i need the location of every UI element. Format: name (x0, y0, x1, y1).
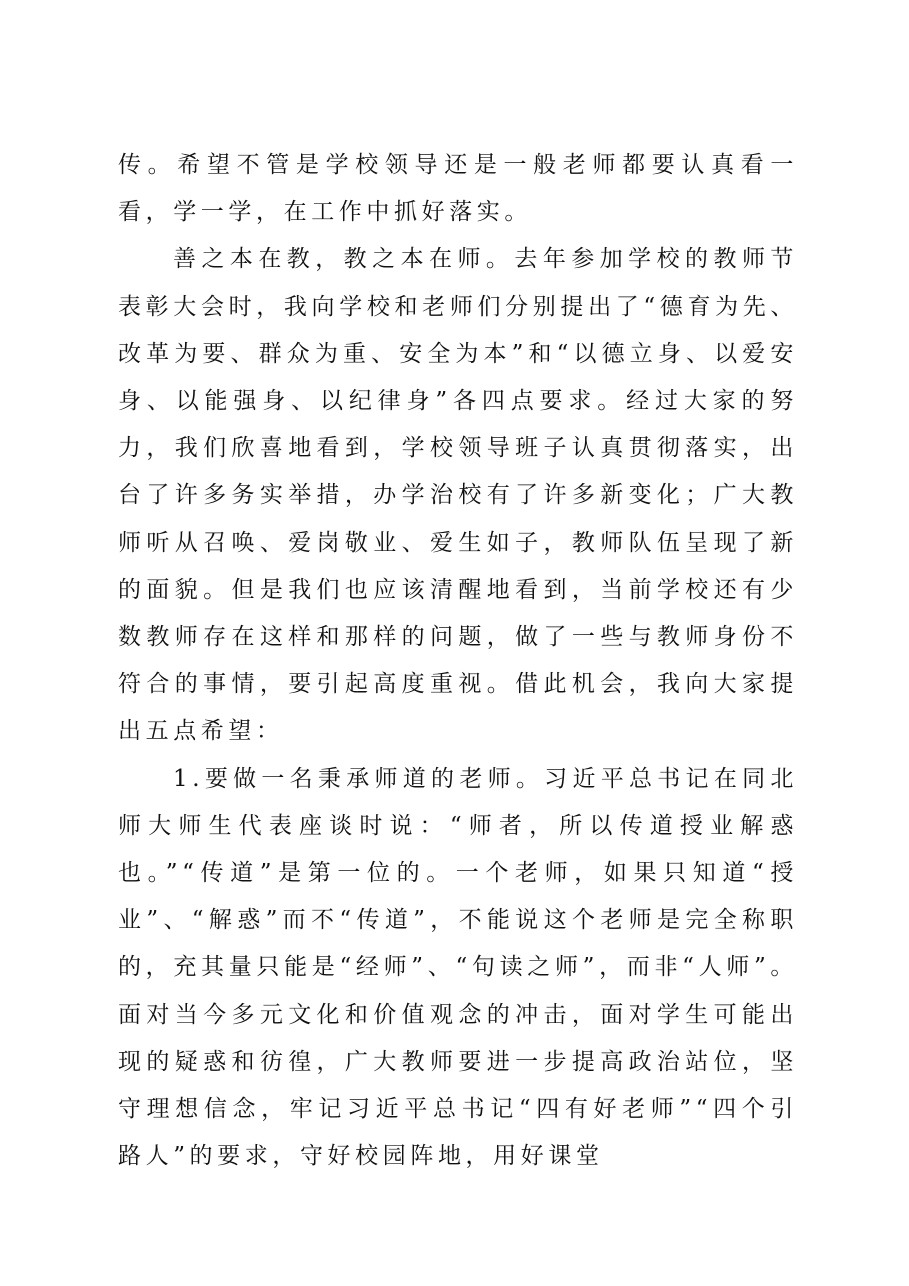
paragraph-continuation: 传。希望不管是学校领导还是一般老师都要认真看一看，学一学，在工作中抓好落实。 (118, 152, 798, 226)
paragraph-point-1: 1.要做一名秉承师道的老师。习近平总书记在同北师大师生代表座谈时说：“师者，所以传道授业解惑也。”“传道”是第一位的。一个老师，如果只知道“授业”、“解惑”而不“传道”，不能说这个老师是完全称职的，充其量只能是“经师”、“句读之师”，而非“人师”。面对当今多元文化和价值观念的冲击，面对学生可能出现的疑惑和彷徨，广大教师要进一步提高政治站位，坚守理想信念，牢记习近平总书记“四有好老师”“四个引路人”的要求，守好校园阵地，用好课堂 (118, 765, 798, 1170)
document-body (118, 142, 798, 1180)
paragraph-expectations: 善之本在教，教之本在师。去年参加学校的教师节表彰大会时，我向学校和老师们分别提出了“德育为先、改革为要、群众为重、安全为本”和“以德立身、以爱安身、以能强身、以纪律身”各四点要求。经过大家的努力，我们欣喜地看到，学校领导班子认真贯彻落实，出台了许多务实举措，办学治校有了许多新变化；广大教师听从召唤、爱岗敬业、爱生如子，教师队伍呈现了新的面貌。但是我们也应该清醒地看到，当前学校还有少数教师存在这样和那样的问题，做了一些与教师身份不符合的事情，要引起高度重视。借此机会，我向大家提出五点希望： (118, 246, 798, 745)
